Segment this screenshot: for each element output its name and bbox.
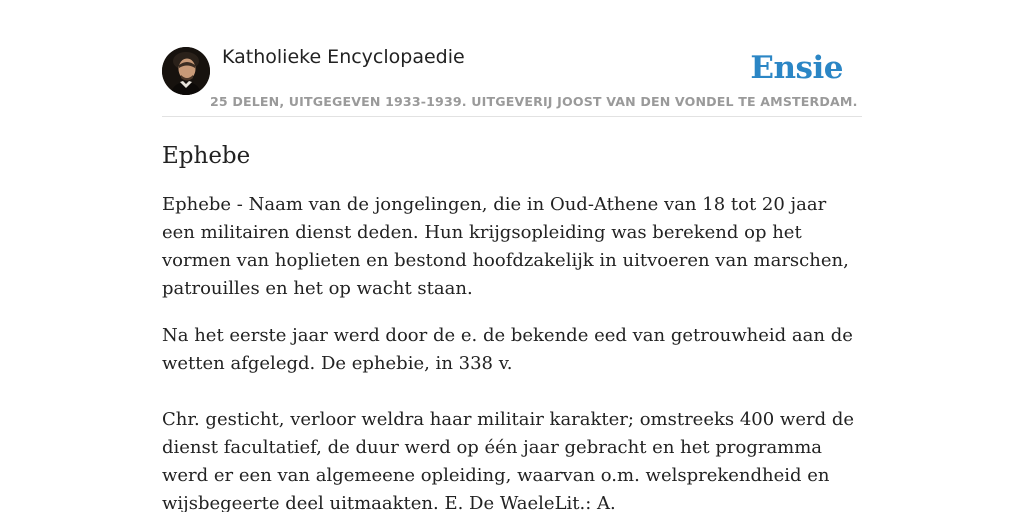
brand-logo-link[interactable]: Ensie (750, 50, 843, 86)
publication-subtitle: 25 DELEN, UITGEGEVEN 1933-1939. UITGEVERIJ JOOST VAN DEN VONDEL TE AMSTERDAM. (210, 94, 858, 109)
entry-paragraph: Na het eerste jaar werd door de e. de bekende eed van getrouwheid aan de wetten afgelegd. De ephebie, in 338 v. (162, 325, 853, 374)
page (162, 0, 862, 512)
portrait-icon (162, 47, 210, 95)
site-title[interactable]: Katholieke Encyclopaedie (222, 46, 465, 68)
entry-paragraph: Ephebe - Naam van de jongelingen, die in Oud-Athene van 18 tot 20 jaar een militairen dienst deden. Hun krijgsopleiding was berekend op het vormen van hoplieten en bestond hoofdzakelijk in uitvoeren van marschen, patrouilles en het op wacht staan. (162, 194, 849, 299)
entry-content (162, 141, 862, 512)
avatar[interactable] (162, 47, 210, 95)
site-header (162, 0, 862, 117)
entry-paragraph: Chr. gesticht, verloor weldra haar militair karakter; omstreeks 400 werd de dienst facultatief, de duur werd op één jaar gebracht en het programma werd er een van algemeene opleiding, waarvan o.m. welsprekendheid en wijsbegeerte deel uitmaakten. E. De WaeleLit.: A. (162, 409, 855, 512)
entry-title: Ephebe (162, 143, 251, 169)
